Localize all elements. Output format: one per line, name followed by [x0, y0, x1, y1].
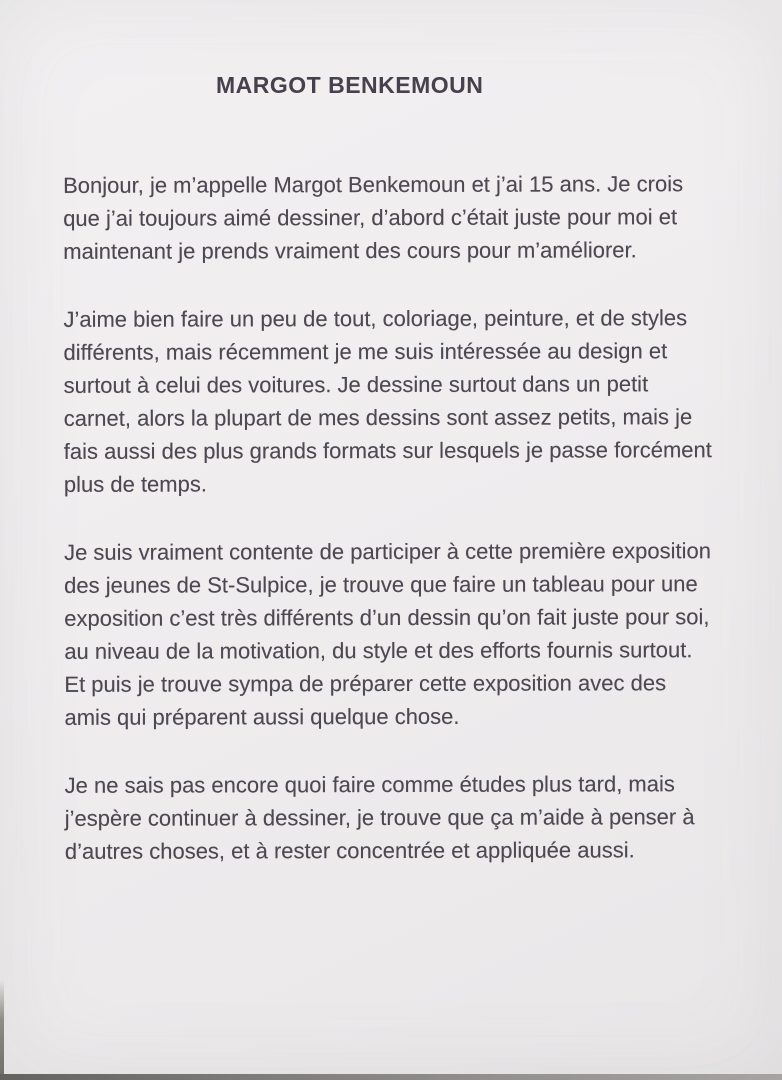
photo-left-edge-shadow: [0, 980, 4, 1080]
page-title: MARGOT BENKEMOUN: [216, 72, 484, 98]
paragraph-exposition: Je suis vraiment contente de participer à cette première exposition des jeunes de St-Sulpice, je trouve que faire un tableau pour une exposition c’est très différents d’un dessin qu’on fait juste pour soi, au niveau de la motivation, du style et des efforts fournis surtout. Et puis je trouve sympa de préparer cette exposition avec des amis qui préparent aussi quelque chose.: [64, 538, 711, 730]
body-text: [63, 167, 715, 903]
paragraph-intro: Bonjour, je m’appelle Margot Benkemoun et j’ai 15 ans. Je crois que j’ai toujours aimé dessiner, d’abord c’était juste pour moi et maintenant je prends vraiment des cours pour m’améliorer.: [63, 171, 684, 264]
paragraph-future: Je ne sais pas encore quoi faire comme études plus tard, mais j’espère continuer à dessiner, je trouve que ça m’aide à penser à d’autres choses, et à rester concentrée et appliquée aussi.: [64, 771, 695, 864]
photo-bottom-edge-shadow: [0, 1074, 782, 1080]
paragraph-drawing-styles: J’aime bien faire un peu de tout, coloriage, peinture, et de styles différents, mais récemment je me suis intéressée au design et surtout à celui des voitures. Je dessine surtout dans un petit carnet, alors la plupart de mes dessins sont assez petits, mais je fais aussi des plus grands formats sur lesquels je passe forcément plus de temps.: [63, 305, 712, 497]
